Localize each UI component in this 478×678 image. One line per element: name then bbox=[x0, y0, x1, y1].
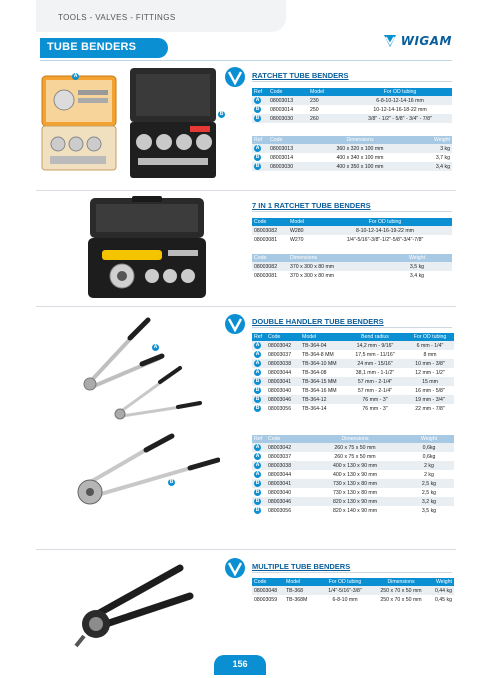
weight-cell: 2 kg bbox=[424, 471, 434, 478]
ratchet-kits-photo bbox=[40, 66, 220, 184]
col-ref: Ref bbox=[252, 88, 268, 96]
ref-badge: A bbox=[255, 453, 260, 459]
ref-badge: A bbox=[255, 360, 260, 366]
table-row bbox=[252, 479, 454, 488]
wigam-logo-icon bbox=[382, 33, 398, 49]
od-cell: 12 mm - 1/2" bbox=[415, 369, 445, 376]
table-row bbox=[252, 470, 454, 479]
ref-badge: B bbox=[255, 387, 260, 393]
dimensions-cell: 820 x 140 x 90 mm bbox=[332, 507, 378, 514]
ref-badge: B bbox=[255, 106, 260, 112]
col-model: Model bbox=[308, 88, 348, 96]
ref-badge: B bbox=[255, 154, 260, 160]
model-cell: TB-364-8 MM bbox=[302, 351, 334, 358]
model-cell: TB-364-16 MM bbox=[302, 387, 337, 394]
ref-badge: A bbox=[255, 471, 260, 477]
model-cell: TB-364-12 bbox=[300, 395, 344, 404]
section-title-bar bbox=[40, 38, 168, 58]
col-ref: Ref bbox=[252, 136, 268, 144]
section-divider bbox=[36, 306, 456, 307]
col-code: Code bbox=[268, 136, 308, 144]
dimensions-cell: 360 x 320 x 100 mm bbox=[308, 144, 412, 153]
ref-badge: B bbox=[255, 378, 260, 384]
col-dimensions: Dimensions bbox=[374, 578, 428, 586]
col-model: Model bbox=[288, 218, 318, 226]
ref-badge: A bbox=[255, 444, 260, 450]
table-row bbox=[252, 368, 454, 377]
weight-cell: 0,45 kg bbox=[434, 596, 452, 603]
page-number: 156 bbox=[214, 655, 266, 675]
od-cell: 1/4"-5/16"-3/8" bbox=[316, 586, 374, 595]
col-code: Code bbox=[252, 578, 284, 586]
col-code: Code bbox=[252, 218, 288, 226]
code-cell: 08003013 bbox=[268, 144, 308, 153]
code-cell: 08003038 bbox=[266, 359, 300, 368]
ref-badge: A bbox=[255, 145, 260, 151]
ratchet-title-line bbox=[252, 81, 452, 82]
code-cell: 08003056 bbox=[268, 405, 292, 412]
dimensions-cell: 730 x 130 x 80 mm bbox=[306, 479, 404, 488]
col-ref: Ref bbox=[252, 333, 266, 341]
bend-radius-cell: 76 mm - 3" bbox=[362, 405, 388, 412]
od-cell: 10-12-14-16-18-22 mm bbox=[373, 106, 427, 113]
code-cell: 08003046 bbox=[266, 395, 300, 404]
model-cell: TB-364-10 MM bbox=[300, 359, 344, 368]
table-row bbox=[252, 386, 454, 395]
wigam-v-icon bbox=[224, 557, 246, 579]
od-cell: 6-8-10-12-14-16 mm bbox=[348, 96, 452, 105]
od-cell: 22 mm - 7/8" bbox=[415, 405, 445, 412]
dimensions-cell: 370 x 300 x 80 mm bbox=[288, 262, 382, 271]
weight-cell: 0,6kg bbox=[404, 443, 454, 452]
weight-cell: 3,7 kg bbox=[435, 154, 450, 161]
double-handler-title-line bbox=[252, 327, 452, 328]
col-od: For OD tubing bbox=[348, 88, 452, 96]
table-row bbox=[252, 226, 452, 235]
seven-in-one-dimensions-table bbox=[252, 254, 452, 280]
model-cell: 250 bbox=[310, 106, 319, 113]
code-cell: 08003046 bbox=[266, 497, 306, 506]
code-cell: 08003042 bbox=[266, 341, 300, 350]
table-row bbox=[252, 443, 454, 452]
model-cell: 260 bbox=[308, 114, 348, 123]
col-ref: Ref bbox=[252, 435, 266, 443]
bend-radius-cell: 14,2 mm - 9/16" bbox=[344, 341, 406, 350]
dimensions-cell: 250 x 70 x 50 mm bbox=[374, 586, 428, 595]
weight-cell: 2 kg bbox=[404, 461, 454, 470]
code-cell: 08003082 bbox=[252, 262, 288, 271]
ratchet-dimensions-table bbox=[252, 136, 452, 171]
ratchet-title: RATCHET TUBE BENDERS bbox=[252, 71, 349, 80]
breadcrumb-tab bbox=[36, 0, 286, 32]
ref-badge: B bbox=[255, 396, 260, 402]
ratchet-models-table bbox=[252, 88, 452, 123]
col-code: Code bbox=[268, 88, 308, 96]
wigam-v-icon bbox=[224, 313, 246, 335]
weight-cell: 3,5 kg bbox=[382, 262, 452, 271]
brand-logo bbox=[382, 33, 452, 49]
brand-name: WIGAM bbox=[400, 34, 452, 48]
dimensions-cell: 260 x 75 x 50 mm bbox=[306, 443, 404, 452]
seven-in-one-title-line bbox=[252, 211, 452, 212]
table-row bbox=[252, 497, 454, 506]
col-weight: Weight bbox=[382, 254, 452, 262]
col-od: For OD tubing bbox=[406, 333, 454, 341]
table-row bbox=[252, 586, 454, 595]
weight-cell: 3,5 kg bbox=[421, 507, 437, 514]
col-model: Model bbox=[300, 333, 344, 341]
weight-cell: 3 kg bbox=[412, 144, 452, 153]
ref-badge: B bbox=[255, 507, 260, 513]
multiple-table bbox=[252, 578, 454, 604]
code-cell: 08003081 bbox=[254, 272, 278, 279]
table-row bbox=[252, 144, 452, 153]
code-cell: 08003041 bbox=[266, 377, 300, 386]
bend-radius-cell: 24 mm - 15/16" bbox=[344, 359, 406, 368]
ref-badge: B bbox=[255, 115, 260, 121]
ref-badge: B bbox=[255, 163, 260, 169]
dimensions-cell: 260 x 75 x 50 mm bbox=[334, 453, 376, 460]
code-cell: 08003013 bbox=[268, 96, 308, 105]
model-cell: TB-368 bbox=[284, 586, 316, 595]
table-row bbox=[252, 271, 452, 280]
ref-badge: B bbox=[255, 480, 260, 486]
ref-badge: B bbox=[255, 405, 260, 411]
code-cell: 08003048 bbox=[252, 586, 284, 595]
code-cell: 08003030 bbox=[268, 114, 308, 123]
dimensions-cell: 820 x 130 x 90 mm bbox=[306, 497, 404, 506]
double-handler-benders-photo bbox=[50, 312, 220, 534]
model-cell: W280 bbox=[288, 226, 318, 235]
code-cell: 08003040 bbox=[268, 489, 292, 496]
od-cell: 6 mm - 1/4" bbox=[406, 341, 454, 350]
table-row bbox=[252, 359, 454, 368]
table-row bbox=[252, 461, 454, 470]
weight-cell: 2,5 kg bbox=[421, 489, 437, 496]
code-cell: 08003014 bbox=[270, 106, 294, 113]
multiple-title: MULTIPLE TUBE BENDERS bbox=[252, 562, 351, 571]
table-row bbox=[252, 262, 452, 271]
table-row bbox=[252, 114, 452, 123]
od-cell: 8 mm bbox=[423, 351, 437, 358]
ref-badge: A bbox=[255, 351, 260, 357]
od-cell: 15 mm bbox=[406, 377, 454, 386]
table-row bbox=[252, 162, 452, 171]
ref-badge: A bbox=[255, 97, 260, 103]
code-cell: 08003082 bbox=[252, 226, 288, 235]
table-row bbox=[252, 506, 454, 515]
double-handler-models-table bbox=[252, 333, 454, 413]
ref-badge: A bbox=[255, 369, 260, 375]
weight-cell: 0,44 kg bbox=[428, 586, 454, 595]
code-cell: 08003041 bbox=[266, 479, 306, 488]
col-model: Model bbox=[284, 578, 316, 586]
od-cell: 16 mm - 5/8" bbox=[415, 387, 445, 394]
bend-radius-cell: 57 mm - 2-1/4" bbox=[344, 377, 406, 386]
col-weight: Weight bbox=[404, 435, 454, 443]
photo-label-a: A bbox=[153, 344, 158, 350]
multiple-tube-bender-photo bbox=[70, 556, 220, 648]
od-cell: 19 mm - 3/4" bbox=[406, 395, 454, 404]
ref-badge: B bbox=[255, 489, 260, 495]
col-dimensions: Dimensions bbox=[288, 254, 382, 262]
photo-label-a: A bbox=[73, 73, 78, 79]
col-code: Code bbox=[266, 435, 306, 443]
table-row bbox=[252, 395, 454, 404]
model-cell: W270 bbox=[290, 236, 304, 243]
code-cell: 08003044 bbox=[268, 369, 292, 376]
od-cell: 6-8-10 mm bbox=[332, 596, 358, 603]
weight-cell: 3,4 kg bbox=[412, 162, 452, 171]
ref-badge: A bbox=[255, 462, 260, 468]
col-weight: Weight bbox=[412, 136, 452, 144]
code-cell: 08003081 bbox=[254, 236, 278, 243]
table-row bbox=[252, 105, 452, 114]
dimensions-cell: 400 x 350 x 100 mm bbox=[308, 162, 412, 171]
weight-cell: 2,5 kg bbox=[404, 479, 454, 488]
od-cell: 10 mm - 3/8" bbox=[406, 359, 454, 368]
table-row bbox=[252, 452, 454, 461]
weight-cell: 0,6kg bbox=[422, 453, 436, 460]
col-dimensions: Dimensions bbox=[308, 136, 412, 144]
table-row bbox=[252, 235, 452, 244]
code-cell: 08003044 bbox=[268, 471, 292, 478]
header-divider bbox=[40, 60, 452, 61]
dimensions-cell: 730 x 130 x 80 mm bbox=[332, 489, 378, 496]
dimensions-cell: 370 x 300 x 80 mm bbox=[290, 272, 335, 279]
section-divider bbox=[36, 190, 456, 191]
table-row bbox=[252, 377, 454, 386]
code-cell: 08003059 bbox=[254, 596, 278, 603]
double-handler-title: DOUBLE HANDLER TUBE BENDERS bbox=[252, 317, 384, 326]
bend-radius-cell: 57 mm - 2-1/4" bbox=[357, 387, 393, 394]
dimensions-cell: 250 x 70 x 50 mm bbox=[380, 596, 422, 603]
table-row bbox=[252, 404, 454, 413]
code-cell: 08003014 bbox=[270, 154, 294, 161]
code-cell: 08003038 bbox=[266, 461, 306, 470]
code-cell: 08003056 bbox=[268, 507, 292, 514]
photo-label-b: B bbox=[169, 479, 174, 485]
dimensions-cell: 400 x 130 x 90 mm bbox=[332, 471, 378, 478]
section-divider bbox=[36, 549, 456, 550]
bend-radius-cell: 38,1 mm - 1-1/2" bbox=[355, 369, 395, 376]
model-cell: TB-368M bbox=[286, 596, 308, 603]
table-row bbox=[252, 96, 452, 105]
table-row bbox=[252, 341, 454, 350]
col-code: Code bbox=[252, 254, 288, 262]
seven-in-one-models-table bbox=[252, 218, 452, 244]
code-cell: 08003037 bbox=[268, 453, 292, 460]
seven-in-one-title: 7 IN 1 RATCHET TUBE BENDERS bbox=[252, 201, 371, 210]
page-title: TUBE BENDERS bbox=[47, 41, 137, 53]
wigam-v-icon bbox=[224, 66, 246, 88]
breadcrumb: TOOLS - VALVES - FITTINGS bbox=[58, 13, 176, 22]
double-handler-dimensions-table bbox=[252, 435, 454, 515]
model-cell: TB-364-15 MM bbox=[300, 377, 344, 386]
ref-badge: B bbox=[255, 498, 260, 504]
od-cell: 3/8" - 1/2" - 5/8" - 3/4" - 7/8" bbox=[348, 114, 452, 123]
weight-cell: 3,4 kg bbox=[409, 272, 425, 279]
model-cell: TB-364-08 bbox=[302, 369, 327, 376]
code-cell: 08003030 bbox=[268, 162, 308, 171]
bend-radius-cell: 76 mm - 3" bbox=[344, 395, 406, 404]
code-cell: 08003037 bbox=[268, 351, 292, 358]
model-cell: 230 bbox=[308, 96, 348, 105]
seven-in-one-kit-photo bbox=[82, 196, 212, 300]
code-cell: 08003040 bbox=[268, 387, 292, 394]
dimensions-cell: 400 x 130 x 90 mm bbox=[306, 461, 404, 470]
weight-cell: 3,2 kg bbox=[404, 497, 454, 506]
col-bend-radius: Bend radius bbox=[344, 333, 406, 341]
col-dimensions: Dimensions bbox=[306, 435, 404, 443]
model-cell: TB-364-14 bbox=[302, 405, 327, 412]
col-od: For OD tubing bbox=[318, 218, 452, 226]
dimensions-cell: 400 x 340 x 100 mm bbox=[336, 154, 384, 161]
table-row bbox=[252, 488, 454, 497]
col-code: Code bbox=[266, 333, 300, 341]
table-row bbox=[252, 350, 454, 359]
col-od: For OD tubing bbox=[316, 578, 374, 586]
model-cell: TB-364-04 bbox=[300, 341, 344, 350]
od-cell: 8-10-12-14-16-19-22 mm bbox=[318, 226, 452, 235]
od-cell: 1/4"-5/16"-3/8"-1/2"-5/8"-3/4"-7/8" bbox=[346, 236, 424, 243]
ref-badge: A bbox=[255, 342, 260, 348]
photo-label-b: B bbox=[219, 111, 224, 117]
col-weight: Weight bbox=[428, 578, 454, 586]
multiple-title-line bbox=[252, 572, 452, 573]
code-cell: 08003042 bbox=[266, 443, 306, 452]
table-row bbox=[252, 595, 454, 604]
table-row bbox=[252, 153, 452, 162]
bend-radius-cell: 17,5 mm - 11/16" bbox=[355, 351, 395, 358]
